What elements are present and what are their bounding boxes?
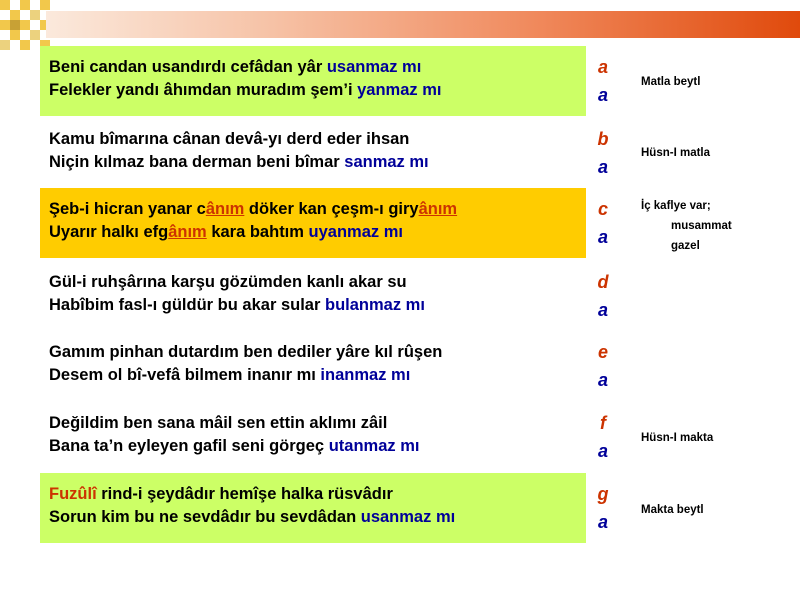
verse-segment: döker kan çeşm-ı giry [244,200,419,218]
note-husn-matla: Hüsn-I matla [641,147,711,159]
rhyme-letter: a [597,57,608,77]
note-makta: Makta beytl [641,504,704,516]
verse-segment: Felekler yandı âhımdan muradım şem’i [49,81,358,99]
verse-row-r2 [40,118,586,188]
rhyme-letter: a [597,300,608,320]
verse-segment: yanmaz mı [357,81,442,99]
verse-segment: ânım [205,200,245,218]
verse-segment: Habîbim fasl-ı güldür bu akar sular [49,296,325,314]
verse-row-r5 [40,331,586,401]
rhyme-letter: e [597,342,608,362]
note-husn-makta: Hüsn-I makta [641,432,714,444]
verse-line-1 [49,271,586,294]
verse-segment: Fuzûlî [49,485,97,503]
verse-segment: bulanmaz mı [324,296,425,314]
verse-row-r6 [40,402,586,472]
rhyme-letters-r3 [596,195,610,251]
verse-segment: utanmaz mı [328,437,420,455]
rhyme-letter: a [597,512,608,532]
verse-segment: Beni candan usandırdı cefâdan yâr [49,58,327,76]
verse-segment: Gamım pinhan dutardım ben dediler yâre kıl rûşen [49,343,443,361]
rhyme-letter: a [597,370,608,390]
verse-row-r3 [40,188,586,258]
verse-segment: Niçin kılmaz bana derman beni bîmar [49,153,345,171]
note-ic-kafiye-line1: İç kaflye var; [641,200,711,212]
rhyme-letter: a [597,157,608,177]
verse-segment: usanmaz mı [360,508,456,526]
verse-segment: ânım [418,200,458,218]
rhyme-letters-r6 [596,409,610,465]
rhyme-letter: c [597,199,608,219]
rhyme-letter: f [600,413,606,433]
verse-line-1 [49,198,586,221]
note-ic-kafiye-line2: musammat [671,220,732,232]
verse-segment: Kamu bîmarına cânan devâ-yı derd eder ihsan [49,130,410,148]
verse-row-r4 [40,261,586,331]
verse-segment: Uyarır halkı efg [49,223,169,241]
verse-segment: Bana ta’n eyleyen gafil seni görgeç [49,437,329,455]
corner-decoration [0,0,50,50]
verse-segment: Şeb-i hicran yanar c [49,200,206,218]
verse-segment: Değildim ben sana mâil sen ettin aklımı zâil [49,414,388,432]
verse-line-2 [49,364,586,387]
rhyme-letter: g [597,484,609,504]
verse-segment: inanmaz mı [320,366,411,384]
rhyme-letter: a [597,441,608,461]
verse-segment: Sorun kim bu ne sevdâdır bu sevdâdan [49,508,361,526]
verse-line-1 [49,56,586,79]
verse-row-r1 [40,46,586,116]
rhyme-letter: a [597,227,608,247]
verse-line-2 [49,151,586,174]
rhyme-letters-r5 [596,338,610,394]
rhyme-letter: b [597,129,609,149]
verse-row-r7 [40,473,586,543]
verse-line-2 [49,294,586,317]
verse-segment: Gül-i ruhşârına karşu gözümden kanlı akar su [49,273,407,291]
verse-line-2 [49,506,586,529]
note-matla: Matla beytl [641,76,701,88]
verse-segment: ânım [168,223,207,241]
rhyme-letter: d [597,272,609,292]
rhyme-letters-r2 [596,125,610,181]
verse-segment: rind-i şeydâdır hemîşe halka rüsvâdır [96,485,393,503]
rhyme-letters-r4 [596,268,610,324]
verse-segment: usanmaz mı [326,58,422,76]
verse-line-1 [49,341,586,364]
verse-segment: uyanmaz mı [308,223,403,241]
verse-line-2 [49,435,586,458]
header-gradient-bar [46,11,800,38]
verse-line-1 [49,128,586,151]
verse-segment: Desem ol bî-vefâ bilmem inanır mı [49,366,321,384]
rhyme-letters-r1 [596,53,610,109]
verse-line-2 [49,79,586,102]
note-ic-kafiye [641,196,732,256]
verse-segment: sanmaz mı [344,153,429,171]
verse-segment: kara bahtım [206,223,309,241]
verse-line-1 [49,412,586,435]
verse-line-2 [49,221,586,244]
verse-line-1 [49,483,586,506]
rhyme-letters-r7 [596,480,610,536]
note-ic-kafiye-line3: gazel [671,240,700,252]
rhyme-letter: a [597,85,608,105]
